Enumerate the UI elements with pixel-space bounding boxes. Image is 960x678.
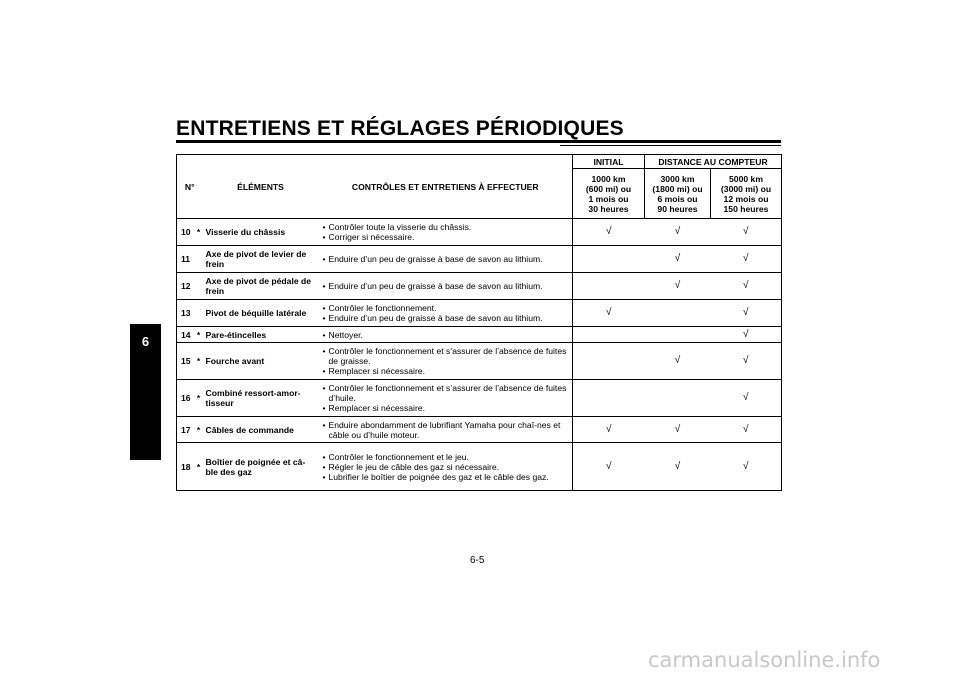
row-check-2: √ [645, 273, 711, 300]
row-star [195, 300, 203, 327]
row-number: 10 [177, 219, 195, 246]
row-operation: • Enduire d’un peu de graisse à base de savon au lithium. [321, 313, 571, 323]
watermark: carmanualsonline.info [648, 648, 881, 672]
page-title: ENTRETIENS ET RÉGLAGES PÉRIODIQUES [176, 117, 624, 140]
table-row [177, 380, 782, 417]
row-item: Fourche avant [203, 343, 319, 380]
row-check-1: √ [573, 417, 645, 443]
row-operations [319, 300, 573, 327]
row-number: 17 [177, 417, 195, 443]
header-checks: CONTRÔLES ET ENTRETIENS À EFFECTUER [319, 155, 573, 219]
row-operation: • Enduire d’un peu de graisse à base de savon au lithium. [321, 254, 571, 264]
row-operation: • Contrôler toute la visserie du châssis. [321, 222, 571, 232]
row-operations [319, 443, 573, 491]
row-number: 14 [177, 327, 195, 343]
row-number: 16 [177, 380, 195, 417]
row-check-1 [573, 380, 645, 417]
row-operation: • Lubrifier le boîtier de poignée des gaz et le câble des gaz. [321, 472, 571, 482]
row-item: Pivot de béquille latérale [203, 300, 319, 327]
chapter-number: 6 [141, 334, 150, 349]
row-operations [319, 343, 573, 380]
table-row [177, 246, 782, 273]
row-check-2: √ [645, 417, 711, 443]
title-rule [176, 140, 781, 143]
row-check-2 [645, 300, 711, 327]
row-check-3: √ [711, 443, 782, 491]
row-operations [319, 246, 573, 273]
row-number: 18 [177, 443, 195, 491]
row-operations [319, 273, 573, 300]
row-operation: • Contrôler le fonctionnement et s’assurer de l’absence de fuites d’huile. [321, 383, 571, 403]
row-number: 11 [177, 246, 195, 273]
row-check-2 [645, 380, 711, 417]
row-operation: • Contrôler le fonctionnement. [321, 303, 571, 313]
row-operations [319, 219, 573, 246]
maintenance-table [176, 154, 782, 491]
row-operation: • Nettoyer. [321, 330, 571, 340]
row-check-3: √ [711, 327, 782, 343]
row-check-3: √ [711, 300, 782, 327]
row-check-2: √ [645, 219, 711, 246]
page-number: 6-5 [470, 555, 485, 566]
row-check-3: √ [711, 343, 782, 380]
row-operation: • Enduire abondamment de lubrifiant Yamaha pour chaî-nes et câble ou d’huile moteur. [321, 420, 571, 440]
row-check-2: √ [645, 343, 711, 380]
row-star: * [195, 380, 203, 417]
header-interval-1: 1000 km (600 mi) ou 1 mois ou 30 heures [573, 169, 645, 219]
row-check-3: √ [711, 246, 782, 273]
row-check-1 [573, 273, 645, 300]
row-item: Câbles de commande [203, 417, 319, 443]
row-item: Visserie du châssis [203, 219, 319, 246]
header-odometer: DISTANCE AU COMPTEUR [645, 155, 782, 169]
row-check-3: √ [711, 380, 782, 417]
row-check-1 [573, 343, 645, 380]
row-check-3: √ [711, 273, 782, 300]
row-check-1: √ [573, 219, 645, 246]
row-operation: • Enduire d’un peu de graisse à base de savon au lithium. [321, 281, 571, 291]
row-star: * [195, 219, 203, 246]
row-operation: • Corriger si nécessaire. [321, 232, 571, 242]
row-operations [319, 380, 573, 417]
table-row [177, 219, 782, 246]
row-operation: • Contrôler le fonctionnement et le jeu. [321, 452, 571, 462]
row-operations [319, 417, 573, 443]
table-row [177, 417, 782, 443]
header-initial: INITIAL [573, 155, 645, 169]
row-check-1 [573, 246, 645, 273]
row-star: * [195, 343, 203, 380]
table-row [177, 327, 782, 343]
row-check-2 [645, 327, 711, 343]
row-operation: • Remplacer si nécessaire. [321, 403, 571, 413]
table-row [177, 300, 782, 327]
row-check-1 [573, 327, 645, 343]
row-operation: • Remplacer si nécessaire. [321, 366, 571, 376]
row-check-2: √ [645, 246, 711, 273]
row-number: 12 [177, 273, 195, 300]
row-star: * [195, 417, 203, 443]
row-check-1: √ [573, 300, 645, 327]
row-item: Axe de pivot de levier de frein [203, 246, 319, 273]
row-check-2: √ [645, 443, 711, 491]
chapter-tab [130, 324, 161, 460]
row-item: Combiné ressort-amor-tisseur [203, 380, 319, 417]
row-check-1: √ [573, 443, 645, 491]
row-item: Pare-étincelles [203, 327, 319, 343]
table-row [177, 273, 782, 300]
row-star: * [195, 443, 203, 491]
row-operations [319, 327, 573, 343]
table-row [177, 443, 782, 491]
row-check-3: √ [711, 219, 782, 246]
header-items: ÉLÉMENTS [203, 155, 319, 219]
row-item: Boîtier de poignée et câ-ble des gaz [203, 443, 319, 491]
row-check-3: √ [711, 417, 782, 443]
row-number: 13 [177, 300, 195, 327]
title-rule-secondary [560, 145, 781, 146]
row-operation: • Contrôler le fonctionnement et s’assurer de l’absence de fuites de graisse. [321, 346, 571, 366]
header-interval-3: 5000 km (3000 mi) ou 12 mois ou 150 heures [711, 169, 782, 219]
row-item: Axe de pivot de pédale de frein [203, 273, 319, 300]
header-interval-2: 3000 km (1800 mi) ou 6 mois ou 90 heures [645, 169, 711, 219]
row-number: 15 [177, 343, 195, 380]
table-row [177, 343, 782, 380]
row-operation: • Régler le jeu de câble des gaz si nécessaire. [321, 462, 571, 472]
row-star [195, 246, 203, 273]
row-star: * [195, 327, 203, 343]
row-star [195, 273, 203, 300]
header-no: N° [177, 155, 203, 219]
